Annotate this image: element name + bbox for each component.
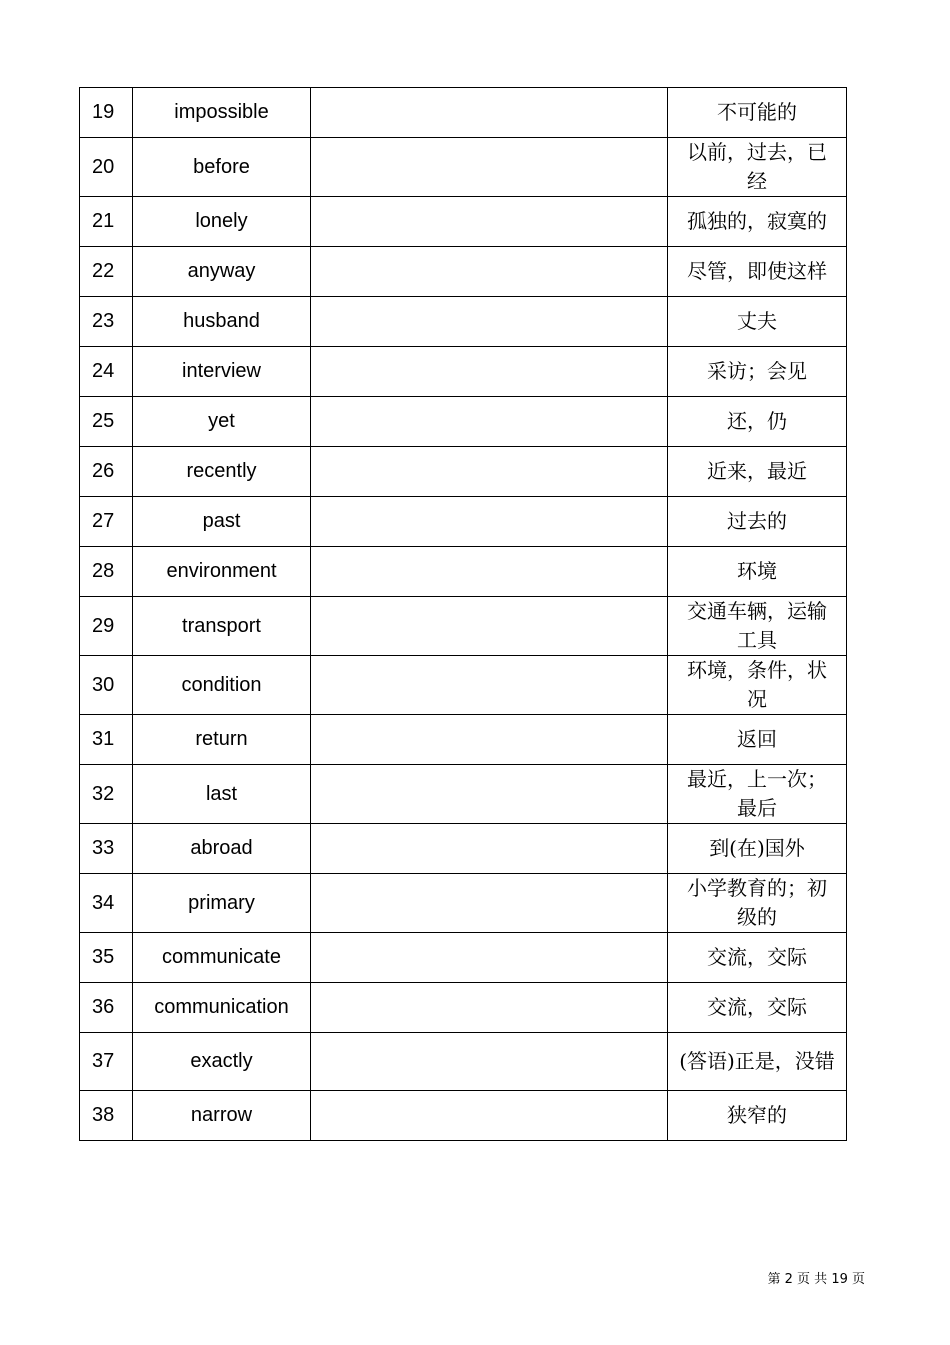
chinese-meaning: 尽管，即使这样 bbox=[668, 247, 847, 297]
chinese-meaning: 孤独的，寂寞的 bbox=[668, 197, 847, 247]
blank-answer-cell bbox=[311, 88, 668, 138]
blank-answer-cell bbox=[311, 1033, 668, 1091]
table-row bbox=[80, 765, 847, 824]
chinese-meaning: 过去的 bbox=[668, 497, 847, 547]
english-word: environment bbox=[133, 547, 311, 597]
row-number: 33 bbox=[80, 824, 133, 874]
chinese-meaning: 到(在)国外 bbox=[668, 824, 847, 874]
table-row bbox=[80, 656, 847, 715]
blank-answer-cell bbox=[311, 297, 668, 347]
table-row bbox=[80, 447, 847, 497]
row-number: 20 bbox=[80, 138, 133, 197]
english-word: communicate bbox=[133, 933, 311, 983]
table-row bbox=[80, 1091, 847, 1141]
english-word: narrow bbox=[133, 1091, 311, 1141]
row-number: 19 bbox=[80, 88, 133, 138]
english-word: abroad bbox=[133, 824, 311, 874]
table-row bbox=[80, 824, 847, 874]
blank-answer-cell bbox=[311, 824, 668, 874]
row-number: 35 bbox=[80, 933, 133, 983]
english-word: recently bbox=[133, 447, 311, 497]
chinese-meaning: 返回 bbox=[668, 715, 847, 765]
blank-answer-cell bbox=[311, 1091, 668, 1141]
table-row bbox=[80, 1033, 847, 1091]
row-number: 21 bbox=[80, 197, 133, 247]
english-word: husband bbox=[133, 297, 311, 347]
chinese-meaning: 环境 bbox=[668, 547, 847, 597]
table-row bbox=[80, 983, 847, 1033]
chinese-meaning: 不可能的 bbox=[668, 88, 847, 138]
table-row bbox=[80, 197, 847, 247]
blank-answer-cell bbox=[311, 765, 668, 824]
blank-answer-cell bbox=[311, 933, 668, 983]
blank-answer-cell bbox=[311, 983, 668, 1033]
english-word: anyway bbox=[133, 247, 311, 297]
english-word: exactly bbox=[133, 1033, 311, 1091]
row-number: 31 bbox=[80, 715, 133, 765]
chinese-meaning: 以前，过去，已经 bbox=[668, 138, 847, 197]
table-row bbox=[80, 597, 847, 656]
chinese-meaning: 环境，条件，状况 bbox=[668, 656, 847, 715]
row-number: 25 bbox=[80, 397, 133, 447]
row-number: 38 bbox=[80, 1091, 133, 1141]
table-row bbox=[80, 138, 847, 197]
table-row bbox=[80, 874, 847, 933]
table-row bbox=[80, 88, 847, 138]
vocabulary-table-body bbox=[80, 88, 847, 1141]
blank-answer-cell bbox=[311, 138, 668, 197]
blank-answer-cell bbox=[311, 656, 668, 715]
row-number: 27 bbox=[80, 497, 133, 547]
english-word: yet bbox=[133, 397, 311, 447]
table-row bbox=[80, 397, 847, 447]
row-number: 28 bbox=[80, 547, 133, 597]
row-number: 32 bbox=[80, 765, 133, 824]
english-word: return bbox=[133, 715, 311, 765]
row-number: 34 bbox=[80, 874, 133, 933]
chinese-meaning: 还，仍 bbox=[668, 397, 847, 447]
vocabulary-table bbox=[79, 87, 847, 1141]
row-number: 30 bbox=[80, 656, 133, 715]
table-row bbox=[80, 547, 847, 597]
english-word: past bbox=[133, 497, 311, 547]
english-word: condition bbox=[133, 656, 311, 715]
blank-answer-cell bbox=[311, 347, 668, 397]
chinese-meaning: 狭窄的 bbox=[668, 1091, 847, 1141]
blank-answer-cell bbox=[311, 874, 668, 933]
chinese-meaning: 交通车辆，运输工具 bbox=[668, 597, 847, 656]
table-row bbox=[80, 297, 847, 347]
chinese-meaning: (答语)正是，没错 bbox=[668, 1033, 847, 1091]
row-number: 29 bbox=[80, 597, 133, 656]
english-word: impossible bbox=[133, 88, 311, 138]
english-word: interview bbox=[133, 347, 311, 397]
english-word: primary bbox=[133, 874, 311, 933]
row-number: 22 bbox=[80, 247, 133, 297]
blank-answer-cell bbox=[311, 547, 668, 597]
english-word: communication bbox=[133, 983, 311, 1033]
blank-answer-cell bbox=[311, 715, 668, 765]
english-word: before bbox=[133, 138, 311, 197]
blank-answer-cell bbox=[311, 197, 668, 247]
table-row bbox=[80, 715, 847, 765]
blank-answer-cell bbox=[311, 447, 668, 497]
chinese-meaning: 采访；会见 bbox=[668, 347, 847, 397]
blank-answer-cell bbox=[311, 397, 668, 447]
english-word: transport bbox=[133, 597, 311, 656]
blank-answer-cell bbox=[311, 497, 668, 547]
table-row bbox=[80, 933, 847, 983]
blank-answer-cell bbox=[311, 597, 668, 656]
chinese-meaning: 丈夫 bbox=[668, 297, 847, 347]
table-row bbox=[80, 497, 847, 547]
chinese-meaning: 近来，最近 bbox=[668, 447, 847, 497]
row-number: 37 bbox=[80, 1033, 133, 1091]
blank-answer-cell bbox=[311, 247, 668, 297]
chinese-meaning: 小学教育的；初级的 bbox=[668, 874, 847, 933]
chinese-meaning: 最近，上一次；最后 bbox=[668, 765, 847, 824]
chinese-meaning: 交流，交际 bbox=[668, 983, 847, 1033]
row-number: 23 bbox=[80, 297, 133, 347]
chinese-meaning: 交流，交际 bbox=[668, 933, 847, 983]
table-row bbox=[80, 347, 847, 397]
english-word: last bbox=[133, 765, 311, 824]
row-number: 36 bbox=[80, 983, 133, 1033]
english-word: lonely bbox=[133, 197, 311, 247]
page-footer: 第 2 页 共 19 页 bbox=[767, 1272, 865, 1287]
row-number: 26 bbox=[80, 447, 133, 497]
table-row bbox=[80, 247, 847, 297]
row-number: 24 bbox=[80, 347, 133, 397]
